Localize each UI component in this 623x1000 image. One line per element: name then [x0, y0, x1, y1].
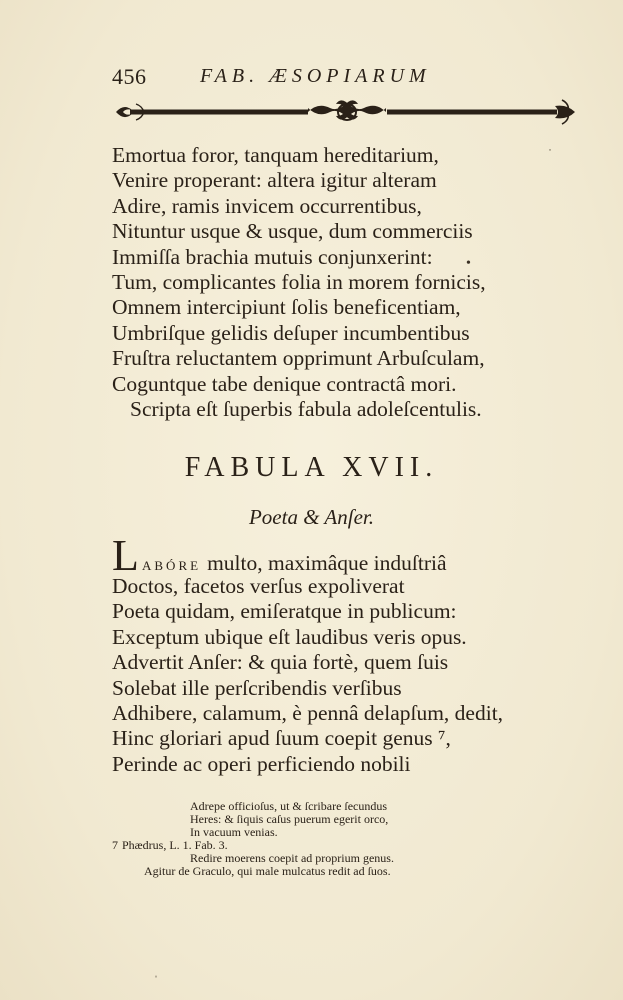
footnote-source: Phædrus, L. 1. Fab. 3.	[122, 838, 228, 852]
drop-cap: L	[112, 531, 139, 580]
first-verse-line	[142, 551, 447, 576]
fable-title: FABULA XVII.	[184, 452, 439, 483]
verse-line: Umbriſque gelidis deſuper incumbentibus	[112, 320, 470, 345]
verse-block-top	[112, 143, 532, 422]
verse-line: Poeta quidam, emiſeratque in publicum:	[112, 599, 457, 624]
page-number: 456	[112, 64, 147, 89]
verse-line: Fruſtra reluctantem opprimunt Arbuſculam,	[112, 346, 485, 371]
verse-block-bottom	[112, 574, 532, 777]
running-head: FAB. ÆSOPIARUM	[200, 65, 431, 87]
footnote-mark: 7	[112, 838, 118, 852]
verse-line-moral: Scripta eſt ſuperbis fabula adoleſcentulis.	[130, 396, 482, 421]
verse-line: Doctos, facetos verſus expoliverat	[112, 574, 405, 598]
verse-line: Adire, ramis invicem occurrentibus,	[112, 193, 422, 218]
margin-mark-icon: ˌ	[154, 964, 158, 978]
verse-line: Tum, complicantes folia in morem fornicis,	[112, 269, 486, 294]
footnote-closing: Agitur de Graculo, qui male mulcatus redit ad ſuos.	[144, 864, 391, 878]
page-header	[112, 64, 512, 90]
verse-line: Omnem intercipiunt ſolis beneficentiam,	[112, 295, 461, 320]
footnote-quote-line: Redire moerens coepit ad proprium genus.	[190, 851, 394, 865]
first-line-text: multo, maximâque induſtriâ	[207, 551, 447, 575]
footnote-quote-line: In vacuum venias.	[190, 825, 278, 839]
fable-subtitle: Poeta & Anſer.	[248, 505, 374, 529]
margin-mark-icon: ˙	[548, 146, 552, 160]
verse-line: Nituntur usque & usque, dum commerciis	[112, 219, 473, 244]
verse-line: Emortua foror, tanquam hereditarium,	[112, 143, 439, 167]
verse-line: Exceptum ubique eſt laudibus veris opus.	[112, 624, 467, 649]
footnote-quote-line: Heres: & ſiquis caſus puerum egerit orco,	[190, 812, 389, 826]
verse-line: Hinc gloriari apud ſuum coepit genus ⁷,	[112, 726, 451, 751]
footnotes	[112, 800, 492, 878]
verse-line: Immiſſa brachia mutuis conjunxerint:	[112, 244, 433, 269]
footnote-quote-line: Adrepe officioſus, ut & ſcribare ſecundus	[190, 799, 388, 813]
verse-line: Solebat ille perſcribendis verſibus	[112, 675, 402, 700]
verse-line: Venire properant: altera igitur alteram	[112, 168, 437, 193]
verse-line: Coguntque tabe denique contractâ mori.	[112, 371, 457, 396]
verse-line: Advertit Anſer: & quia fortè, quem ſuis	[112, 650, 449, 675]
small-caps-word: ABÓRE	[142, 558, 202, 573]
verse-line: Perinde ac operi perficiendo nobili	[112, 751, 411, 776]
ornamental-rule-icon	[112, 96, 582, 128]
margin-mark-icon: •	[466, 256, 471, 271]
verse-line: Adhibere, calamum, è pennâ delapſum, dedit,	[112, 700, 504, 725]
